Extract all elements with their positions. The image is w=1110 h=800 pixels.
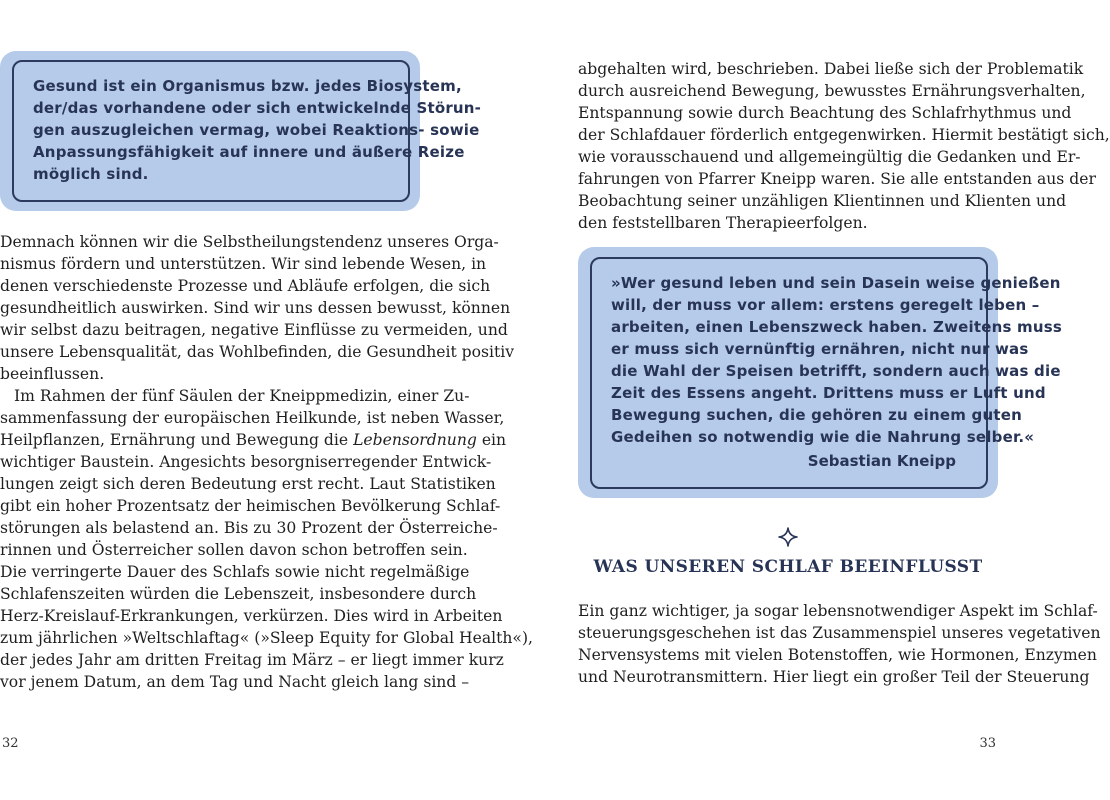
- text-line: Schlafenszeiten würden die Lebenszeit, insbesondere durch: [0, 585, 477, 603]
- text-line: Ein ganz wichtiger, ja sogar lebensnotwendiger Aspekt im Schlaf-: [578, 602, 1098, 620]
- text-line-with-emphasis: [0, 429, 507, 451]
- text-line: Herz-Kreislauf-Erkrankungen, verkürzen. Dies wird in Arbeiten: [0, 607, 503, 625]
- quote-line: er muss sich vernünftig ernähren, nicht nur was: [611, 340, 1029, 358]
- quote-line: die Wahl der Speisen betrifft, sondern auch was die: [611, 362, 1061, 380]
- quote-attribution: Sebastian Kneipp: [807, 452, 956, 470]
- text-line: und Neurotransmittern. Hier liegt ein großer Teil der Steuerung: [578, 668, 1090, 686]
- left-paragraph-2: [0, 385, 534, 693]
- text-line: wie vorausschauend und allgemeingültig die Gedanken und Er-: [578, 148, 1081, 166]
- text-line: durch ausreichend Bewegung, bewusstes Ernährungsverhalten,: [578, 82, 1086, 100]
- page-number-right: 33: [979, 736, 996, 751]
- text-line: steuerungsgeschehen ist das Zusammenspiel unseres vegetativen: [578, 624, 1101, 642]
- quote-box: [578, 247, 1062, 498]
- text-line: unsere Lebensqualität, das Wohlbefinden, die Gesundheit positiv: [0, 343, 515, 361]
- quote-line: Gedeihen so notwendig wie die Nahrung selber.«: [611, 428, 1035, 446]
- text-line: zum jährlichen »Weltschlaftag« (»Sleep Equity for Global Health«),: [0, 629, 534, 647]
- text-line: Die verringerte Dauer des Schlafs sowie nicht regelmäßige: [0, 563, 470, 581]
- text-line: beeinflussen.: [0, 365, 105, 383]
- text-line: Demnach können wir die Selbstheilungstendenz unseres Orga-: [0, 233, 499, 251]
- text-line: lungen zeigt sich deren Bedeutung erst recht. Laut Statistiken: [0, 475, 496, 493]
- text-line: Im Rahmen der fünf Säulen der Kneippmedizin, einer Zu-: [14, 387, 470, 405]
- text-line: sammenfassung der europäischen Heilkunde, ist neben Wasser,: [0, 409, 505, 427]
- definition-line: möglich sind.: [33, 165, 149, 183]
- text-segment: Heilpflanzen, Ernährung und Bewegung die: [0, 431, 354, 449]
- quote-line: Zeit des Essens angeht. Drittens muss er Luft und: [611, 384, 1046, 402]
- text-line: Beobachtung seiner unzähligen Klientinnen und Klienten und: [578, 192, 1067, 210]
- text-line: störungen als belastend an. Bis zu 30 Prozent der Österreiche-: [0, 519, 498, 537]
- quote-line: will, der muss vor allem: erstens geregelt leben –: [611, 296, 1040, 314]
- text-line: den feststellbaren Therapieerfolgen.: [578, 214, 868, 232]
- quote-line: Bewegung suchen, die gehören zu einem guten: [611, 406, 1022, 424]
- quote-line: arbeiten, einen Lebenszweck haben. Zweitens muss: [611, 318, 1062, 336]
- right-paragraph-2: [578, 600, 1101, 688]
- page-number-left: 32: [2, 736, 19, 751]
- definition-line: gen auszugleichen vermag, wobei Reaktions- sowie: [33, 121, 480, 139]
- text-line: gibt ein hoher Prozentsatz der heimischen Bevölkerung Schlaf-: [0, 497, 501, 515]
- text-line: fahrungen von Pfarrer Kneipp waren. Sie alle entstanden aus der: [578, 170, 1096, 188]
- right-paragraph-1: [578, 58, 1110, 234]
- text-line: nismus fördern und unterstützen. Wir sind lebende Wesen, in: [0, 255, 487, 273]
- text-segment: ein: [476, 431, 507, 449]
- text-line: denen verschiedenste Prozesse und Abläufe erfolgen, die sich: [0, 277, 491, 295]
- text-line: wir selbst dazu beitragen, negative Einflüsse zu vermeiden, und: [0, 321, 508, 339]
- definition-line: Anpassungsfähigkeit auf innere und äußere Reize: [33, 143, 465, 161]
- quote-line: »Wer gesund leben und sein Dasein weise genießen: [611, 274, 1061, 292]
- left-paragraph-1: [0, 231, 515, 385]
- quote-text: [611, 272, 1062, 448]
- definition-line: der/das vorhandene oder sich entwickelnde Störun-: [33, 99, 482, 117]
- definition-line: Gesund ist ein Organismus bzw. jedes Biosystem,: [33, 77, 462, 95]
- text-line: wichtiger Baustein. Angesichts besorgniserregender Entwick-: [0, 453, 492, 471]
- left-page: [0, 0, 534, 800]
- text-line: Entspannung sowie durch Beachtung des Schlafrhythmus und: [578, 104, 1072, 122]
- text-line: abgehalten wird, beschrieben. Dabei ließe sich der Problematik: [578, 60, 1084, 78]
- text-line: der Schlafdauer förderlich entgegenwirken. Hiermit bestätigt sich,: [578, 126, 1110, 144]
- text-line: gesundheitlich auswirken. Sind wir uns dessen bewusst, können: [0, 299, 511, 317]
- section-heading: WAS UNSEREN SCHLAF BEEINFLUSST: [593, 557, 983, 577]
- text-line: rinnen und Österreicher sollen davon schon betroffen sein.: [0, 541, 468, 559]
- definition-box: [0, 51, 482, 211]
- right-page: [578, 0, 1110, 800]
- emphasis-lebensordnung: Lebensordnung: [353, 431, 477, 449]
- text-line: vor jenem Datum, an dem Tag und Nacht gleich lang sind –: [0, 673, 470, 691]
- text-line: Nervensystems mit vielen Botenstoffen, wie Hormonen, Enzymen: [578, 646, 1097, 664]
- definition-text: [33, 75, 482, 185]
- text-line: der jedes Jahr am dritten Freitag im März – er liegt immer kurz: [0, 651, 504, 669]
- four-point-star-icon: [778, 527, 798, 547]
